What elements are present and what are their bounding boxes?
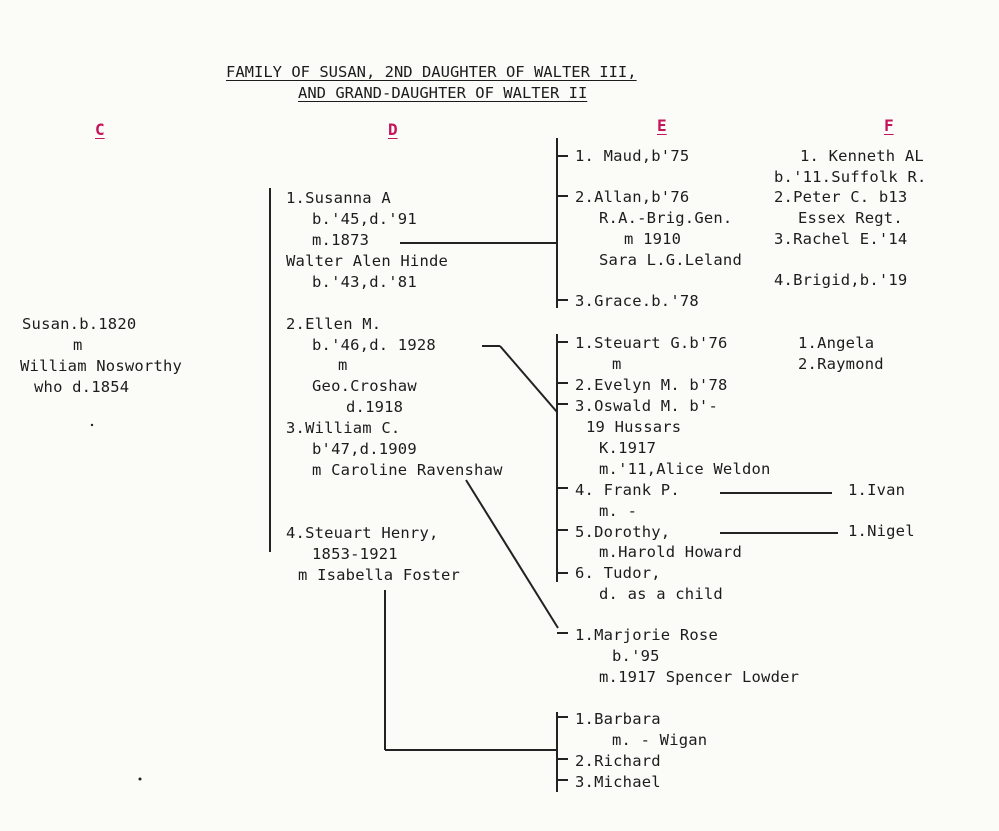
- angela: 1.Angela: [798, 334, 875, 352]
- frank-m: m. -: [599, 502, 638, 520]
- marjorie-birth: b.'95: [612, 647, 660, 665]
- susanna-marriage: m.1873: [312, 231, 370, 249]
- dorothy-marriage: m.Harold Howard: [599, 543, 742, 561]
- allan-rank: R.A.-Brig.Gen.: [599, 209, 733, 227]
- marjorie: 1.Marjorie Rose: [575, 626, 718, 644]
- steuart-dates: 1853-1921: [312, 545, 398, 563]
- column-d-label: D: [388, 120, 398, 139]
- maud: 1. Maud,b'75: [575, 147, 690, 165]
- tudor: 6. Tudor,: [575, 564, 661, 582]
- oswald: 3.Oswald M. b'-: [575, 397, 718, 415]
- column-c-label: C: [95, 120, 105, 139]
- steuart-name: 4.Steuart Henry,: [286, 524, 439, 542]
- ellen-link: [500, 346, 557, 412]
- barbara-marriage: m. - Wigan: [612, 731, 708, 749]
- ellen-name: 2.Ellen M.: [286, 315, 382, 333]
- title-line-1: FAMILY OF SUSAN, 2ND DAUGHTER OF WALTER III,: [226, 63, 637, 81]
- william-spouse: m Caroline Ravenshaw: [312, 461, 503, 479]
- frank: 4. Frank P.: [575, 481, 680, 499]
- ellen-dates: b.'46,d. 1928: [312, 336, 436, 354]
- evelyn: 2.Evelyn M. b'78: [575, 376, 728, 394]
- allan-marriage: m 1910: [624, 230, 682, 248]
- susanna-name: 1.Susanna A: [286, 189, 391, 207]
- oswald-regiment: 19 Hussars: [586, 418, 682, 436]
- william-name: 3.William C.: [286, 419, 401, 437]
- column-f-label: F: [884, 116, 894, 135]
- kenneth: 1. Kenneth AL: [800, 147, 924, 165]
- steuart-spouse: m Isabella Foster: [298, 566, 461, 584]
- ellen-spouse: Geo.Croshaw: [312, 377, 417, 395]
- susan-husband-death: who d.1854: [34, 378, 130, 396]
- oswald-killed: K.1917: [599, 439, 657, 457]
- grace: 3.Grace.b.'78: [575, 292, 699, 310]
- allan-spouse: Sara L.G.Leland: [599, 251, 742, 269]
- susan-name: Susan.b.1820: [22, 315, 137, 333]
- dorothy: 5.Dorothy,: [575, 523, 671, 541]
- ellen-spouse-death: d.1918: [346, 398, 404, 416]
- title-line-2: AND GRAND-DAUGHTER OF WALTER II: [298, 84, 588, 102]
- nigel: 1.Nigel: [848, 522, 915, 540]
- susan-m: m: [73, 336, 83, 354]
- richard: 2.Richard: [575, 752, 661, 770]
- susanna-dates: b.'45,d.'91: [312, 210, 417, 228]
- barbara: 1.Barbara: [575, 710, 661, 728]
- steuart-g: 1.Steuart G.b'76: [575, 334, 728, 352]
- tudor-death: d. as a child: [599, 585, 723, 603]
- allan: 2.Allan,b'76: [575, 188, 690, 206]
- susanna-spouse-dates: b.'43,d.'81: [312, 273, 417, 291]
- william-link: [466, 480, 558, 628]
- ellen-m: m: [338, 356, 348, 374]
- william-dates: b'47,d.1909: [312, 440, 417, 458]
- susanna-spouse: Walter Alen Hinde: [286, 252, 449, 270]
- oswald-marriage: m.'11,Alice Weldon: [599, 460, 771, 478]
- peter-regiment: Essex Regt.: [798, 209, 903, 227]
- ivan: 1.Ivan: [848, 481, 906, 499]
- steuart-g-m: m: [612, 355, 622, 373]
- raymond: 2.Raymond: [798, 355, 884, 373]
- column-e-label: E: [657, 116, 667, 135]
- peter: 2.Peter C. b13: [774, 188, 908, 206]
- brigid: 4.Brigid,b.'19: [774, 271, 908, 289]
- susan-husband: William Nosworthy: [20, 357, 183, 375]
- kenneth-detail: b.'11.Suffolk R.: [774, 168, 927, 186]
- rachel: 3.Rachel E.'14: [774, 230, 908, 248]
- marjorie-marriage: m.1917 Spencer Lowder: [599, 668, 800, 686]
- michael: 3.Michael: [575, 773, 661, 791]
